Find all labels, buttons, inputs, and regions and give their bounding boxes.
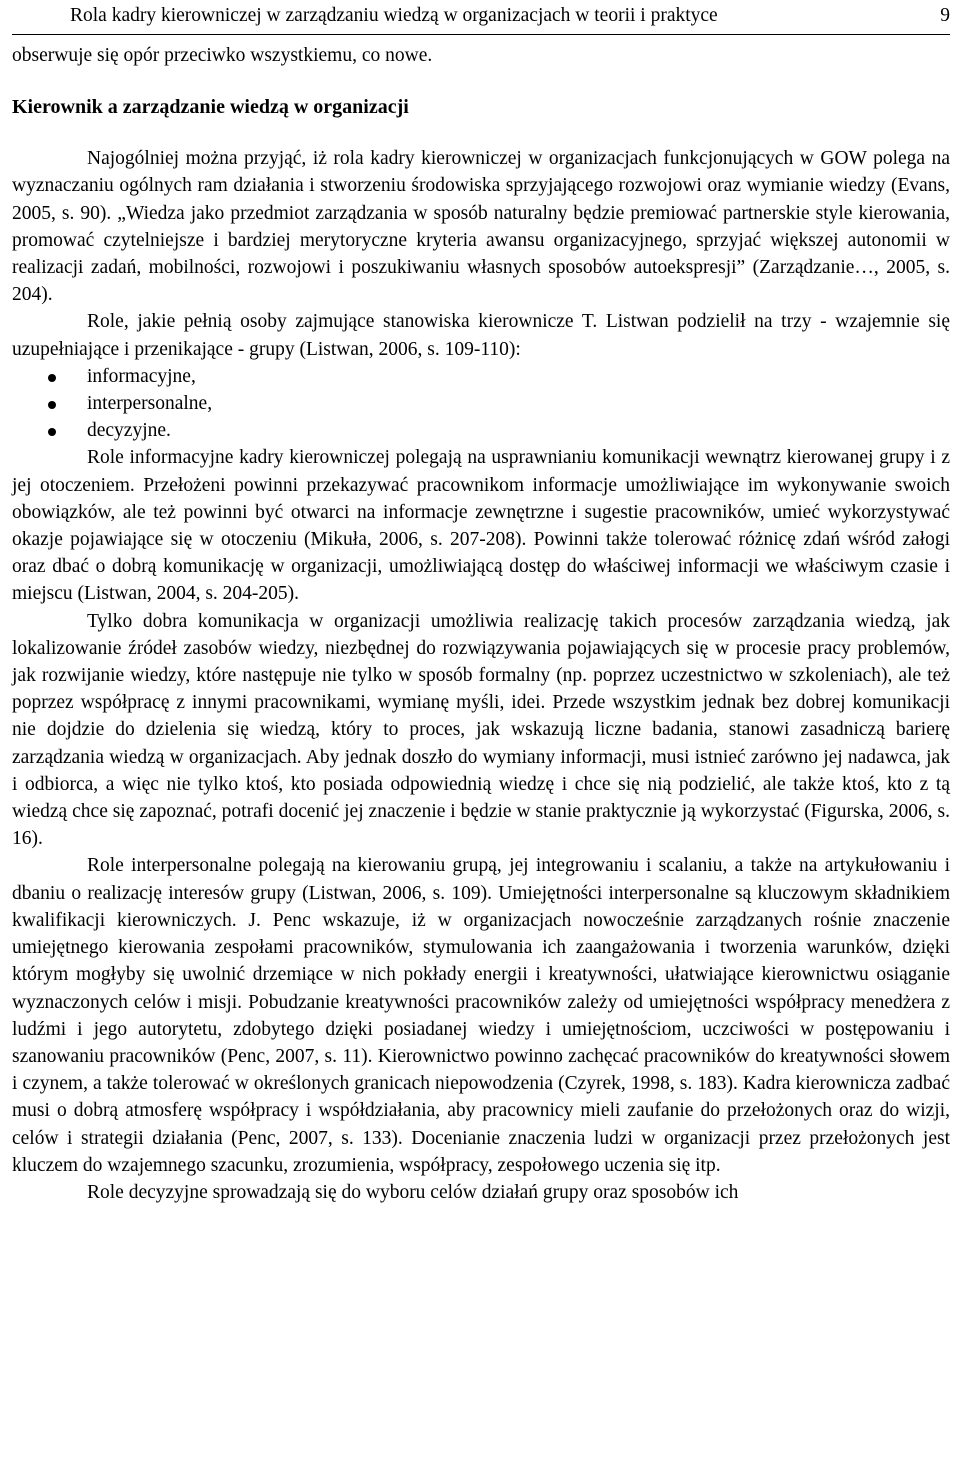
paragraph-3: Role informacyjne kadry kierowniczej polegają na usprawnianiu komunikacji wewnątrz kierowanej grupy i z jej otoczeniem. Przełożeni powinni przekazywać pracownikom informacje umożliwiające im wykonywanie swoich obowiązków, ale też powinni być otwarci na informacje zewnętrzne i sugestie pracowników, umieć wykorzystywać okazje pojawiające się w otoczeniu (Mikuła, 2006, s. 207-208). Powinni także tolerować różnicę zdań wśród załogi oraz dbać o dobrą komunikację w organizacji, umożliwiającą dostęp do właściwej informacji we właściwym czasie i miejscu (Listwan, 2004, s. 204-205). <box>12 447 950 605</box>
role-list <box>12 363 950 445</box>
list-item <box>12 417 950 444</box>
list-item-text: decyzyjne. <box>87 420 171 442</box>
page-body <box>12 42 950 1206</box>
running-header-title: Rola kadry kierowniczej w zarządzaniu wiedzą w organizacjach w teorii i praktyce <box>70 5 718 26</box>
paragraph-1: Najogólniej można przyjąć, iż rola kadry kierowniczej w organizacjach funkcjonujących w GOW polega na wyznaczaniu ogólnych ram działania i stworzeniu środowiska sprzyjającego rozwojowi oraz wymianie wiedzy (Evans, 2005, s. 90). „Wiedza jako przedmiot zarządzania w sposób naturalny będzie premiować partnerskie style kierowania, promować czytelniejsze i bardziej merytoryczne kryteria awansu organizacyjnego, sprzyjać większej autonomii w realizacji zadań, mobilności, rozwojowi i poszukiwaniu własnych sposobów autoekspresji” (Zarządzanie…, 2005, s. 204). <box>12 148 950 306</box>
intro-line: obserwuje się opór przeciwko wszystkiemu, co nowe. <box>12 45 433 66</box>
paragraph-6: Role decyzyjne sprowadzają się do wyboru celów działań grupy oraz sposobów ich <box>87 1181 739 1203</box>
paragraph-5: Role interpersonalne polegają na kierowaniu grupą, jej integrowaniu i scalaniu, a także na artykułowaniu i dbaniu o realizację interesów grupy (Listwan, 2006, s. 109). Umiejętności interpersonalne są kluczowym składnikiem kwalifikacji kierowniczych. J. Penc wskazuje, iż w organizacjach nowocześnie zarządzanych rośnie znaczenie umiejętnego kierowania zespołami pracowników, stymulowania ich zaangażowania i tworzenia warunków, dzięki którym mogłyby się uwolnić drzemiące w nich pokłady energii i kreatywności, ułatwiające kierownictwu osiąganie wyznaczonych celów i misji. Pobudzanie kreatywności pracowników zależy od umiejętności współpracy menedżera z ludźmi i jego autorytetu, zdobytego dzięki posiadanej wiedzy i umiejętnościom, uczciwości w postępowaniu i szanowaniu pracowników (Penc, 2007, s. 11). Kierownictwo powinno zachęcać pracowników do kreatywności słowem i czynem, a także tolerować w określonych granicach niepowodzenia (Czyrek, 1998, s. 183). Kadra kierownicza zadbać musi o dobrą atmosferę współpracy i współdziałania, aby pracownicy mieli zaufanie do przełożonych oraz do wizji, celów i strategii działania (Penc, 2007, s. 133). Docenianie znaczenia ludzi w organizacji przez przełożonych jest kluczem do wzajemnego szacunku, zrozumienia, współpracy, zespołowego uczenia się itp. <box>12 855 950 1176</box>
list-item-text: interpersonalne, <box>87 393 213 415</box>
bullet-icon <box>48 428 56 436</box>
bullet-icon <box>48 374 56 382</box>
paragraph-4: Tylko dobra komunikacja w organizacji umożliwia realizację takich procesów zarządzania wiedzą, jak lokalizowanie źródeł zasobów wiedzy, niezbędnej do rozwiązywania pojawiających się w procesie pracy problemów, jak rozwijanie wiedzy, które następuje nie tylko w sposób formalny (np. poprzez uczestnictwo w szkoleniach), ale też poprzez współpracę z innymi pracownikami, wymianę myśli, idei. Przede wszystkim jednak bez dobrej komunikacji nie dojdzie do dzielenia się wiedzą, który to proces, jak wskazują liczne badania, stanowi zasadniczą barierę zarządzania wiedzą w organizacjach. Aby jednak doszło do wymiany informacji, musi istnieć zarówno jej nadawca, jak i odbiorca, a więc nie tylko ktoś, kto posiada odpowiednią wiedzę i chce się nią podzielić, ale także ktoś, kto z tą wiedzą chce się zapoznać, potrafi docenić jej znaczenie i będzie w stanie praktycznie ją wykorzystać (Figurska, 2006, s. 16). <box>12 610 950 850</box>
bullet-icon <box>48 401 56 409</box>
list-item <box>12 390 950 417</box>
list-item-text: informacyjne, <box>87 365 196 387</box>
page-number: 9 <box>940 5 950 26</box>
paragraph-2: Role, jakie pełnią osoby zajmujące stanowiska kierownicze T. Listwan podzielił na trzy - wzajemnie się uzupełniające i przenikające - grupy (Listwan, 2006, s. 109-110): <box>12 311 950 360</box>
running-header <box>12 2 950 35</box>
list-item <box>12 363 950 390</box>
section-heading: Kierownik a zarządzanie wiedzą w organizacji <box>12 96 409 119</box>
